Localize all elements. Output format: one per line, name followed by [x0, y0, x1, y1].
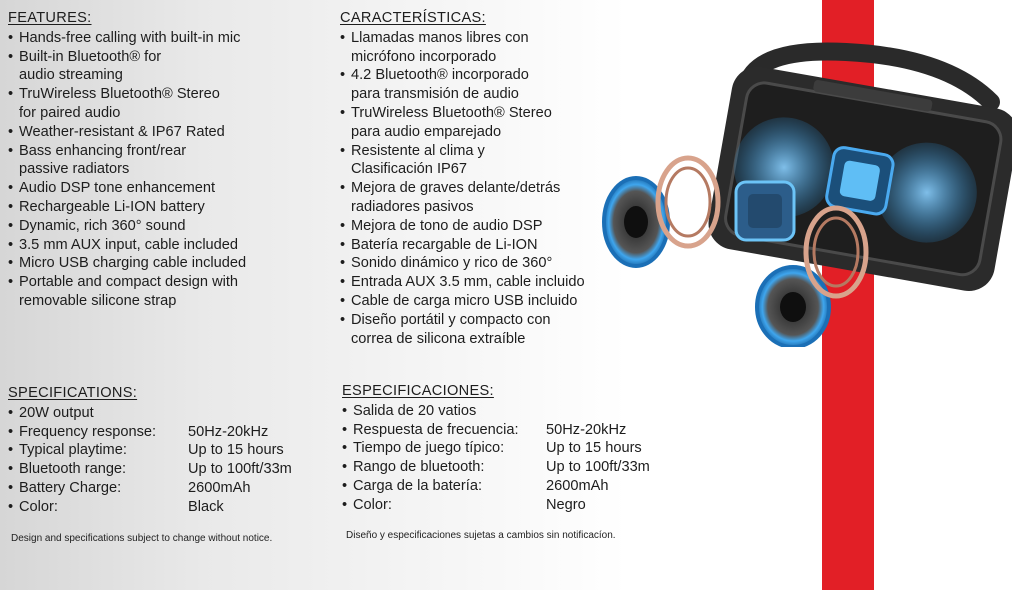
spec-label: Salida de 20 vatios — [353, 402, 477, 419]
feature-item — [340, 292, 585, 311]
disclaimer-en: Design and specifications subject to change without notice. — [11, 533, 273, 544]
feature-line: • TruWireless Bluetooth® Stereo — [19, 86, 220, 103]
feature-item — [8, 142, 246, 180]
spec-row — [8, 498, 224, 517]
spec-label: Rango de bluetooth: — [353, 459, 485, 476]
feature-line: • Diseño portátil y compacto con — [351, 311, 551, 328]
specs-column-en — [8, 384, 292, 517]
spec-label: 20W output — [19, 404, 94, 421]
feature-line: passive radiators — [19, 161, 130, 178]
feature-item — [8, 217, 246, 236]
spec-value: Up to 15 hours — [188, 442, 284, 459]
feature-line: • 3.5 mm AUX input, cable included — [19, 236, 239, 253]
feature-line: • Portable and compact design with — [19, 274, 239, 291]
spec-value: 50Hz-20kHz — [546, 421, 627, 438]
features-heading-es: CARACTERÍSTICAS: — [340, 10, 486, 26]
spec-row — [8, 460, 292, 479]
passive-radiator — [736, 182, 794, 240]
spec-value: Black — [188, 498, 224, 515]
feature-item — [340, 29, 585, 67]
speaker-product-image — [596, 32, 1012, 347]
spec-value: Up to 100ft/33m — [546, 459, 650, 476]
feature-line: para audio emparejado — [351, 123, 502, 140]
spec-value: 2600mAh — [188, 479, 251, 496]
spec-label: Battery Charge: — [19, 479, 122, 496]
feature-line: micrófono incorporado — [351, 48, 497, 65]
feature-line: • Entrada AUX 3.5 mm, cable incluido — [351, 274, 585, 291]
spec-value: 2600mAh — [546, 477, 609, 494]
features-list-es — [340, 29, 585, 349]
feature-item — [340, 254, 585, 273]
feature-line: • Built-in Bluetooth® for — [19, 48, 162, 65]
feature-item — [8, 123, 246, 142]
feature-line: • Hands-free calling with built-in mic — [19, 29, 241, 46]
spec-row — [342, 439, 642, 458]
specs-heading-es: ESPECIFICACIONES: — [342, 383, 494, 399]
feature-item — [8, 198, 246, 217]
feature-line: • Audio DSP tone enhancement — [19, 180, 216, 197]
specs-list-en — [8, 404, 292, 517]
spec-row — [342, 496, 586, 515]
spec-label: Respuesta de frecuencia: — [353, 421, 519, 438]
driver-left — [604, 158, 718, 266]
feature-item — [340, 311, 585, 349]
feature-item — [340, 273, 585, 292]
spec-label: Color: — [19, 498, 58, 515]
feature-line: • Mejora de graves delante/detrás — [351, 180, 561, 197]
feature-item — [8, 48, 246, 86]
feature-item — [340, 236, 585, 255]
spec-value: Up to 100ft/33m — [188, 461, 292, 478]
feature-item — [340, 217, 585, 236]
feature-line: • Llamadas manos libres con — [351, 29, 529, 46]
spec-label: Frequency response: — [19, 423, 157, 440]
spec-row — [8, 404, 156, 423]
feature-line: removable silicone strap — [19, 292, 177, 309]
features-column-en — [8, 9, 246, 311]
spec-label: Carga de la batería: — [353, 477, 482, 494]
specs-column-es — [342, 382, 650, 515]
feature-line: • Mejora de tono de audio DSP — [351, 217, 543, 234]
feature-line: correa de silicona extraíble — [351, 330, 526, 347]
feature-line: • TruWireless Bluetooth® Stereo — [351, 104, 552, 121]
spec-row — [8, 479, 251, 498]
feature-line: radiadores pasivos — [351, 198, 474, 215]
spec-value: Negro — [546, 496, 586, 513]
spec-label: Bluetooth range: — [19, 461, 127, 478]
spec-row — [342, 421, 627, 440]
feature-line: • Dynamic, rich 360° sound — [19, 217, 186, 234]
feature-item — [340, 142, 585, 180]
feature-item — [8, 85, 246, 123]
spec-label: Tiempo de juego típico: — [353, 440, 505, 457]
feature-line: • Resistente al clima y — [351, 142, 485, 159]
feature-line: • Rechargeable Li-ION battery — [19, 198, 205, 215]
feature-line: Clasificación IP67 — [351, 161, 467, 178]
specs-heading-en: SPECIFICATIONS: — [8, 385, 138, 401]
feature-line: • 4.2 Bluetooth® incorporado — [351, 67, 529, 84]
spec-value: Up to 15 hours — [546, 440, 642, 457]
features-list-en — [8, 29, 246, 311]
spec-row — [8, 423, 269, 442]
feature-line: for paired audio — [19, 104, 121, 121]
feature-line: audio streaming — [19, 67, 123, 84]
spec-row — [342, 477, 609, 496]
spec-label: Color: — [353, 496, 392, 513]
spec-value: 50Hz-20kHz — [188, 423, 269, 440]
spec-row — [8, 441, 284, 460]
features-column-es — [340, 9, 585, 348]
feature-line: para transmisión de audio — [351, 86, 519, 103]
feature-line: • Sonido dinámico y rico de 360° — [351, 255, 553, 272]
feature-item — [8, 236, 246, 255]
feature-line: • Bass enhancing front/rear — [19, 142, 187, 159]
feature-item — [340, 104, 585, 142]
spec-row — [342, 402, 519, 421]
feature-item — [8, 179, 246, 198]
feature-item — [8, 273, 246, 311]
feature-item — [340, 66, 585, 104]
feature-item — [8, 29, 246, 48]
feature-line: • Batería recargable de Li-ION — [351, 236, 538, 253]
feature-line: • Cable de carga micro USB incluido — [351, 292, 578, 309]
disclaimer-es: Diseño y especificaciones sujetas a cambios sin notificacíon. — [346, 530, 616, 541]
features-heading-en: FEATURES: — [8, 10, 92, 26]
spec-row — [342, 458, 650, 477]
feature-line: • Micro USB charging cable included — [19, 255, 247, 272]
spec-label: Typical playtime: — [19, 442, 127, 459]
feature-item — [340, 179, 585, 217]
feature-item — [8, 254, 246, 273]
feature-line: • Weather-resistant & IP67 Rated — [19, 123, 225, 140]
specs-list-es — [342, 402, 650, 515]
